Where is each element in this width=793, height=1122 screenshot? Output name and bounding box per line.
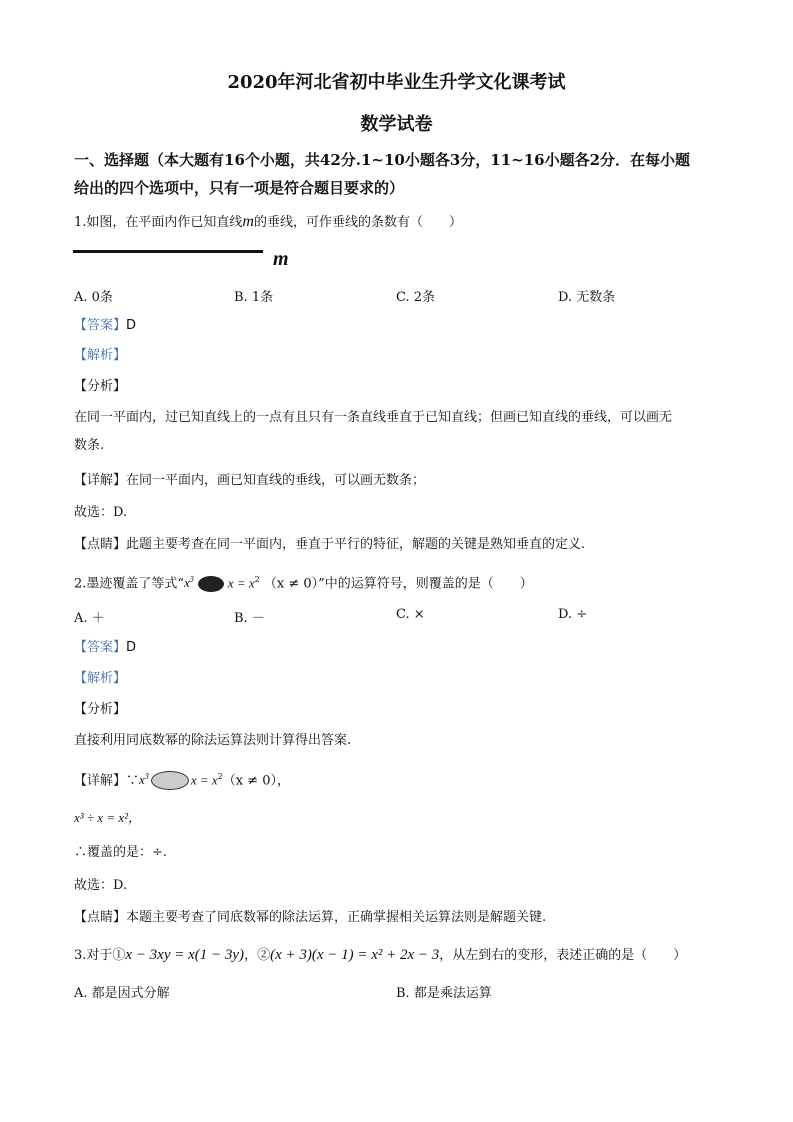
answer-label: 【答案】 bbox=[74, 640, 127, 655]
q1-stem-a: 1.如图，在平面内作已知直线 bbox=[74, 215, 243, 230]
q2-fenxi-label: 【分析】 bbox=[74, 702, 127, 717]
q1-guxuan: 故选：D. bbox=[74, 505, 128, 520]
answer-label: 【答案】 bbox=[74, 318, 127, 333]
q2-option-c: C. × bbox=[396, 607, 425, 622]
q3-option-a: A. 都是因式分解 bbox=[74, 986, 170, 1001]
q1-fenxi-label: 【分析】 bbox=[74, 379, 127, 394]
q1-stem-b: 的垂线，可作垂线的条数有（ ） bbox=[253, 215, 462, 230]
q2-answer bbox=[74, 639, 136, 657]
dianjing-label: 【点睛】 bbox=[74, 910, 127, 925]
xiangjie-label: 【详解】 bbox=[74, 473, 127, 488]
dianjing-label: 【点睛】 bbox=[74, 537, 127, 552]
q3-stem-b: ，从左到右的变形，表述正确的是（ ） bbox=[439, 948, 687, 963]
q1-xiangjie bbox=[74, 472, 425, 490]
answer-value: D bbox=[126, 640, 137, 655]
q1-answer bbox=[74, 317, 136, 335]
section-heading-cont: 给出的四个选项中，只有一项是符合题目要求的） bbox=[74, 179, 405, 197]
xiangjie-label: 【详解】 bbox=[74, 773, 127, 789]
q3-expr-2: (x + 3)(x − 1) = x² + 2x − 3 bbox=[270, 947, 440, 963]
q1-fenxi-2: 数条. bbox=[74, 438, 105, 453]
oval-shape-icon bbox=[151, 771, 189, 790]
q2-expr: x = x bbox=[227, 575, 255, 591]
q3-mid: ，② bbox=[244, 948, 271, 963]
q3-expr-1: x − 3xy = x(1 − 3y) bbox=[125, 947, 245, 963]
q2-jiexi-label: 【解析】 bbox=[74, 671, 127, 686]
q2-option-a: A. ＋ bbox=[74, 611, 105, 626]
xiangjie-text: 在同一平面内，画已知直线的垂线，可以画无数条； bbox=[126, 473, 426, 488]
q2-fenxi: 直接利用同底数幂的除法运算法则计算得出答案. bbox=[74, 733, 352, 748]
q2-line3: ∴覆盖的是：÷. bbox=[74, 845, 168, 860]
because-sign: ∵ bbox=[126, 773, 140, 789]
q2-dianjing bbox=[74, 909, 546, 927]
line-m-figure bbox=[73, 250, 263, 253]
q2-stem-b: ”中的运算符号，则覆盖的是（ ） bbox=[318, 576, 533, 592]
answer-value: D bbox=[126, 318, 137, 333]
dianjing-text: 此题主要考查在同一平面内，垂直于平行的特征，解题的关键是熟知垂直的定义. bbox=[126, 537, 586, 552]
q1-fenxi-1: 在同一平面内，过已知直线上的一点有且只有一条直线垂直于已知直线；但画已知直线的垂线，可以画无 bbox=[74, 410, 673, 425]
exam-subtitle: 数学试卷 bbox=[360, 114, 433, 135]
dianjing-text: 本题主要考查了同底数幂的除法运算，正确掌握相关运算法则是解题关键. bbox=[126, 910, 547, 925]
exam-title: 2020年河北省初中毕业生升学文化课考试 bbox=[227, 72, 566, 93]
figure-label-m: m bbox=[273, 248, 289, 270]
q1-jiexi-label: 【解析】 bbox=[74, 348, 127, 363]
q2-expr: x = x bbox=[190, 772, 218, 788]
q1-stem bbox=[74, 213, 462, 232]
q1-option-a: A. 0条 bbox=[74, 290, 113, 305]
q1-option-b: B. 1条 bbox=[234, 290, 274, 305]
q1-var: m bbox=[242, 213, 254, 230]
q2-cond: （x ≠ 0） bbox=[222, 773, 277, 789]
q1-option-d: D. 无数条 bbox=[558, 290, 616, 305]
q2-xiangjie: 【详解】$\because x^3$ $x = x^2(x \ne 0)$， bbox=[74, 772, 290, 789]
section-heading: 一、选择题（本大题有16个小题，共42分.1~10小题各3分，11~16小题各2分．在每小题 bbox=[74, 151, 691, 169]
comma: ， bbox=[276, 773, 290, 789]
ink-blot-icon bbox=[198, 576, 224, 592]
q2-line2: x³ ÷ x = x²， bbox=[74, 810, 142, 825]
q3-option-b: B. 都是乘法运算 bbox=[396, 986, 492, 1001]
q2-stem: 2.墨迹覆盖了等式“$x^3$ $x = x^2$ （x ≠ 0）”中的运算符号，则覆盖的是（ ） bbox=[74, 575, 533, 592]
q3-stem-a: 3.对于① bbox=[74, 948, 126, 963]
q2-guxuan: 故选：D. bbox=[74, 878, 128, 893]
q1-dianjing bbox=[74, 536, 585, 554]
q2-cond: （x ≠ 0） bbox=[263, 576, 319, 592]
q2-option-d: D. ÷ bbox=[558, 607, 588, 622]
q3-stem bbox=[74, 946, 686, 965]
q1-option-c: C. 2条 bbox=[396, 290, 436, 305]
q2-option-b: B. － bbox=[234, 611, 265, 626]
q2-stem-a: 2.墨迹覆盖了等式“ bbox=[74, 576, 185, 592]
